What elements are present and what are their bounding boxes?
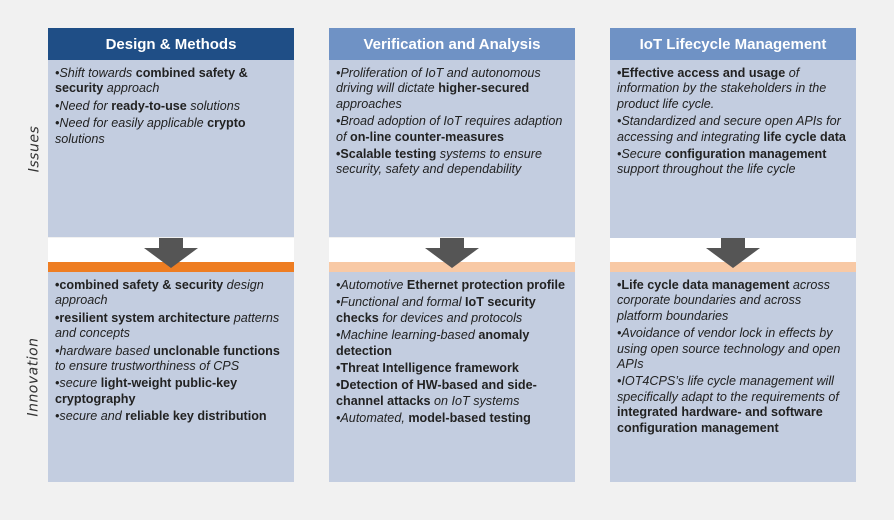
bold-text: model-based testing <box>408 411 531 426</box>
bullet-item <box>55 409 286 424</box>
bullet-item <box>336 114 567 145</box>
bullet-item <box>617 114 848 145</box>
bold-text: integrated hardware- and software configuration management <box>617 405 823 435</box>
bold-text: crypto <box>207 116 246 131</box>
bold-text: on-line counter-measures <box>350 129 504 144</box>
bold-text: combined safety & security <box>55 66 248 96</box>
down-arrow-icon <box>144 238 198 268</box>
bullet-item <box>617 66 848 112</box>
italic-text: •Automated, <box>336 411 409 426</box>
italic-text: •Need for <box>55 98 112 113</box>
bold-text: Ethernet protection profile <box>406 278 566 292</box>
bullet-item <box>55 99 286 114</box>
italic-text: •hardware based <box>55 343 154 358</box>
italic-text: approaches <box>336 96 402 111</box>
italic-text: of information by the stakeholders in the product life cycle. <box>617 66 827 111</box>
bold-text: IoT security checks <box>336 295 536 325</box>
innovation-box <box>329 272 575 482</box>
italic-text: •Avoidance of vendor lock in effects by using open source technology and open APIs <box>617 326 841 372</box>
italic-text: •Standardized and secure open APIs for accessing and integrating <box>617 114 841 144</box>
bold-text: •Detection of HW-based and side-channel attacks <box>336 378 537 408</box>
bullet-item <box>336 328 567 359</box>
innovation-box <box>48 272 294 482</box>
bullet-item <box>617 374 848 436</box>
bold-text: •Effective access and usage <box>617 66 786 80</box>
bullet-item <box>55 376 286 407</box>
bold-text: light-weight public-key cryptography <box>55 376 238 406</box>
bold-text: configuration management <box>664 147 827 162</box>
bullet-item <box>336 378 567 409</box>
italic-text: systems to ensure security, safety and dependability <box>336 147 542 177</box>
bold-text: •resilient system architecture <box>55 310 231 325</box>
issues-box <box>329 60 575 237</box>
bullet-item <box>336 66 567 112</box>
bullet-item <box>55 311 286 342</box>
italic-text: approach <box>103 81 160 96</box>
italic-text: and <box>100 409 126 424</box>
bullet-item <box>55 66 286 97</box>
italic-text: •Shift towards <box>55 66 136 80</box>
italic-text: patterns and concepts <box>55 310 280 341</box>
bold-text: •Threat Intelligence framework <box>336 361 519 376</box>
bullet-item <box>55 344 286 375</box>
italic-text: design approach <box>55 278 264 308</box>
italic-text: support throughout the life cycle <box>617 162 796 177</box>
italic-text: •secure <box>55 409 101 424</box>
italic-text: •Proliferation of IoT and autonomous driving will dictate <box>336 66 541 96</box>
innovation-box <box>610 272 856 482</box>
bold-text: •Scalable testing <box>336 147 437 162</box>
bullet-item <box>336 411 567 426</box>
bullet-item <box>617 147 848 178</box>
italic-text: for devices and protocols <box>378 310 523 325</box>
italic-text: on IoT systems <box>430 393 520 408</box>
bullet-item <box>336 295 567 326</box>
bold-text: reliable key distribution <box>125 409 267 424</box>
italic-text: •Need for easily applicable <box>55 116 208 131</box>
italic-text: •Broad adoption of IoT requires adaption of <box>336 114 563 144</box>
bold-text: •combined safety & security <box>55 278 224 292</box>
bold-text: higher-secured <box>438 81 530 96</box>
italic-text: to ensure trustworthiness of CPS <box>55 359 240 374</box>
issues-box <box>610 60 856 238</box>
italic-text: solutions <box>55 131 105 146</box>
bold-text: •Life cycle data management <box>617 278 790 292</box>
bullet-item <box>336 147 567 178</box>
row-label-issues-text: Issues <box>26 125 42 173</box>
issues-box <box>48 60 294 237</box>
italic-text: •Automotive <box>336 278 407 292</box>
down-arrow-icon <box>706 238 760 268</box>
down-arrow-icon <box>425 238 479 268</box>
italic-text: •IOT4CPS’s life cycle management will specifically adapt to the requirements of <box>617 374 839 404</box>
italic-text: across corporate boundaries and across platform boundaries <box>617 278 830 323</box>
italic-text: •Functional and formal <box>336 295 466 310</box>
bullet-item <box>55 278 286 309</box>
bullet-item <box>617 278 848 324</box>
column-header: Verification and Analysis <box>329 28 575 60</box>
bullet-item <box>336 278 567 293</box>
italic-text: solutions <box>186 98 241 113</box>
bold-text: unclonable functions <box>153 343 280 358</box>
bullet-item <box>617 326 848 372</box>
row-label-innovation-text: Innovation <box>26 337 42 417</box>
bold-text: life cycle data <box>763 129 846 144</box>
italic-text: •Secure <box>617 147 665 162</box>
italic-text: •secure <box>55 376 101 391</box>
bold-text: anomaly detection <box>336 328 530 358</box>
bold-text: ready-to-use <box>111 98 187 113</box>
bullet-item <box>55 116 286 147</box>
italic-text: •Machine learning-based <box>336 328 479 343</box>
bullet-item <box>336 361 567 376</box>
column-header: IoT Lifecycle Management <box>610 28 856 60</box>
column-header: Design & Methods <box>48 28 294 60</box>
